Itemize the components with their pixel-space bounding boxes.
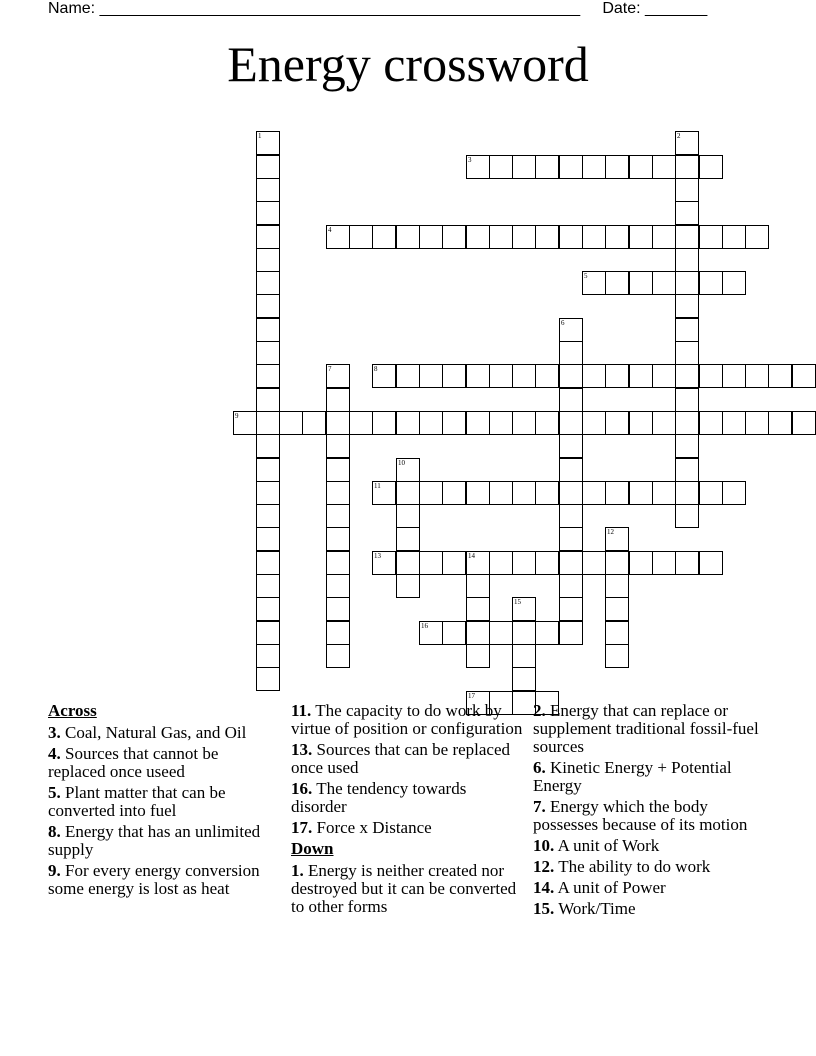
grid-cell[interactable]	[582, 481, 606, 505]
clue-number-label: 5.	[48, 783, 61, 802]
grid-cell[interactable]	[582, 155, 606, 179]
grid-cell[interactable]	[442, 621, 466, 645]
clue-number: 16	[421, 622, 428, 630]
grid-cell[interactable]	[512, 481, 536, 505]
grid-cell[interactable]	[675, 201, 699, 225]
clue-number: 3	[468, 156, 472, 164]
clue-item	[48, 745, 280, 781]
grid-cell[interactable]	[256, 621, 280, 645]
grid-cell[interactable]	[699, 364, 723, 388]
grid-cell[interactable]	[629, 551, 653, 575]
clue-number: 15	[514, 598, 521, 606]
grid-cell[interactable]	[605, 481, 629, 505]
grid-cell[interactable]	[745, 411, 769, 435]
clue-column-3	[533, 702, 765, 921]
clue-item	[291, 702, 523, 738]
clue-text: For every energy conversion some energy is lost as heat	[48, 861, 260, 898]
grid-cell[interactable]	[489, 551, 513, 575]
grid-cell[interactable]	[256, 434, 280, 458]
grid-cell[interactable]	[605, 271, 629, 295]
grid-cell[interactable]	[768, 364, 792, 388]
grid-cell[interactable]	[652, 225, 676, 249]
grid-cell[interactable]	[605, 527, 629, 551]
clue-item	[48, 862, 280, 898]
clue-number-label: 12.	[533, 857, 555, 876]
grid-cell[interactable]	[652, 481, 676, 505]
grid-cell[interactable]	[349, 225, 373, 249]
grid-cell[interactable]	[256, 201, 280, 225]
grid-cell[interactable]	[302, 411, 326, 435]
grid-cell[interactable]	[512, 155, 536, 179]
clue-number-label: 17.	[291, 818, 313, 837]
grid-cell[interactable]	[605, 364, 629, 388]
grid-cell[interactable]	[466, 225, 490, 249]
grid-cell[interactable]	[582, 551, 606, 575]
grid-cell[interactable]	[396, 458, 420, 482]
grid-cell[interactable]	[279, 411, 303, 435]
grid-cell[interactable]	[559, 621, 583, 645]
clue-number: 7	[328, 365, 332, 373]
grid-cell[interactable]	[675, 294, 699, 318]
grid-cell[interactable]	[442, 411, 466, 435]
clue-number: 2	[677, 132, 681, 140]
grid-cell[interactable]	[792, 411, 816, 435]
grid-cell[interactable]	[559, 434, 583, 458]
clue-item	[291, 819, 523, 837]
grid-cell[interactable]	[535, 364, 559, 388]
clue-text: A unit of Power	[557, 878, 666, 897]
grid-cell[interactable]	[489, 364, 513, 388]
clue-number-label: 14.	[533, 878, 555, 897]
grid-cell[interactable]	[256, 527, 280, 551]
grid-cell[interactable]	[396, 527, 420, 551]
grid-cell[interactable]	[675, 178, 699, 202]
grid-cell[interactable]	[466, 574, 490, 598]
clue-item	[533, 879, 765, 897]
clue-text: Kinetic Energy + Potential Energy	[533, 758, 732, 795]
grid-cell[interactable]	[559, 388, 583, 412]
clue-number-label: 10.	[533, 836, 555, 855]
grid-cell[interactable]	[419, 621, 443, 645]
grid-cell[interactable]	[722, 225, 746, 249]
grid-cell[interactable]	[675, 341, 699, 365]
clue-number-label: 3.	[48, 723, 61, 742]
grid-cell[interactable]	[326, 364, 350, 388]
clue-number: 5	[584, 272, 588, 280]
grid-cell[interactable]	[629, 155, 653, 179]
grid-cell[interactable]	[256, 597, 280, 621]
grid-cell[interactable]	[466, 551, 490, 575]
grid-cell[interactable]	[349, 411, 373, 435]
grid-cell[interactable]	[512, 667, 536, 691]
grid-cell[interactable]	[699, 551, 723, 575]
clue-item	[48, 724, 280, 742]
grid-cell[interactable]	[256, 551, 280, 575]
grid-cell[interactable]	[675, 318, 699, 342]
grid-cell[interactable]	[699, 271, 723, 295]
grid-cell[interactable]	[466, 411, 490, 435]
grid-cell[interactable]	[535, 621, 559, 645]
grid-cell[interactable]	[675, 481, 699, 505]
clue-text: Energy which the body possesses because of its motion	[533, 797, 748, 834]
grid-cell[interactable]	[372, 481, 396, 505]
clue-number: 4	[328, 226, 332, 234]
grid-cell[interactable]	[675, 411, 699, 435]
grid-cell[interactable]	[396, 574, 420, 598]
down-heading: Down	[291, 839, 334, 858]
grid-cell[interactable]	[512, 225, 536, 249]
grid-cell[interactable]	[512, 597, 536, 621]
grid-cell[interactable]	[466, 155, 490, 179]
grid-cell[interactable]	[629, 225, 653, 249]
clue-number-label: 16.	[291, 779, 313, 798]
grid-cell[interactable]	[256, 294, 280, 318]
clue-item	[533, 759, 765, 795]
grid-cell[interactable]	[675, 458, 699, 482]
grid-cell[interactable]	[605, 597, 629, 621]
grid-cell[interactable]	[722, 411, 746, 435]
clue-text: The ability to do work	[558, 857, 711, 876]
grid-cell[interactable]	[326, 458, 350, 482]
grid-cell[interactable]	[652, 155, 676, 179]
grid-cell[interactable]	[326, 551, 350, 575]
grid-cell[interactable]	[675, 388, 699, 412]
grid-cell[interactable]	[559, 551, 583, 575]
clue-number: 10	[398, 459, 405, 467]
grid-cell[interactable]	[675, 551, 699, 575]
grid-cell[interactable]	[535, 481, 559, 505]
clue-text: Sources that cannot be replaced once useed	[48, 744, 219, 781]
clue-number: 13	[374, 552, 381, 560]
grid-cell[interactable]	[372, 364, 396, 388]
clue-item	[533, 900, 765, 918]
grid-cell[interactable]	[466, 621, 490, 645]
clue-number-label: 13.	[291, 740, 313, 759]
grid-cell[interactable]	[442, 481, 466, 505]
clue-number-label: 8.	[48, 822, 61, 841]
grid-cell[interactable]	[605, 551, 629, 575]
grid-cell[interactable]	[489, 481, 513, 505]
clue-number: 14	[468, 552, 475, 560]
clue-column-1	[48, 702, 280, 901]
grid-cell[interactable]	[722, 271, 746, 295]
grid-cell[interactable]	[256, 131, 280, 155]
grid-cell[interactable]	[559, 597, 583, 621]
grid-cell[interactable]	[535, 155, 559, 179]
grid-cell[interactable]	[489, 225, 513, 249]
grid-cell[interactable]	[559, 574, 583, 598]
grid-cell[interactable]	[256, 504, 280, 528]
clue-number-label: 11.	[291, 701, 312, 720]
grid-cell[interactable]	[675, 131, 699, 155]
grid-cell[interactable]	[652, 364, 676, 388]
grid-cell[interactable]	[605, 644, 629, 668]
clue-text: The tendency towards disorder	[291, 779, 467, 816]
clue-text: Coal, Natural Gas, and Oil	[65, 723, 247, 742]
grid-cell[interactable]	[512, 621, 536, 645]
grid-cell[interactable]	[256, 388, 280, 412]
clue-item	[533, 702, 765, 756]
grid-cell[interactable]	[256, 178, 280, 202]
grid-cell[interactable]	[326, 597, 350, 621]
grid-cell[interactable]	[396, 364, 420, 388]
name-date-line: Name: ______________________________________________________ Date: _______	[48, 0, 708, 17]
grid-cell[interactable]	[256, 364, 280, 388]
clue-number-label: 6.	[533, 758, 546, 777]
grid-cell[interactable]	[256, 248, 280, 272]
grid-cell[interactable]	[792, 364, 816, 388]
grid-cell[interactable]	[466, 364, 490, 388]
page-title: Energy crossword	[227, 36, 589, 92]
grid-cell[interactable]	[559, 364, 583, 388]
clue-text: Force x Distance	[316, 818, 432, 837]
grid-cell[interactable]	[326, 644, 350, 668]
clue-text: A unit of Work	[557, 836, 660, 855]
grid-cell[interactable]	[512, 644, 536, 668]
grid-cell[interactable]	[559, 481, 583, 505]
grid-cell[interactable]	[559, 341, 583, 365]
clue-item	[291, 862, 523, 916]
grid-cell[interactable]	[605, 155, 629, 179]
clue-number: 17	[468, 692, 475, 700]
grid-cell[interactable]	[326, 574, 350, 598]
grid-cell[interactable]	[442, 364, 466, 388]
grid-cell[interactable]	[396, 504, 420, 528]
grid-cell[interactable]	[652, 411, 676, 435]
grid-cell[interactable]	[326, 388, 350, 412]
grid-cell[interactable]	[745, 364, 769, 388]
grid-cell[interactable]	[489, 411, 513, 435]
clue-text: Sources that can be replaced once used	[291, 740, 511, 777]
grid-cell[interactable]	[605, 621, 629, 645]
grid-cell[interactable]	[442, 225, 466, 249]
grid-cell[interactable]	[256, 481, 280, 505]
across-heading: Across	[48, 701, 97, 720]
grid-cell[interactable]	[256, 271, 280, 295]
grid-cell[interactable]	[372, 225, 396, 249]
clue-number: 12	[607, 528, 614, 536]
grid-cell[interactable]	[256, 411, 280, 435]
grid-cell[interactable]	[466, 597, 490, 621]
grid-cell[interactable]	[675, 225, 699, 249]
grid-cell[interactable]	[256, 667, 280, 691]
clue-number: 1	[258, 132, 262, 140]
grid-cell[interactable]	[675, 504, 699, 528]
grid-cell[interactable]	[326, 504, 350, 528]
grid-cell[interactable]	[582, 364, 606, 388]
grid-cell[interactable]	[652, 271, 676, 295]
grid-cell[interactable]	[326, 621, 350, 645]
grid-cell[interactable]	[675, 364, 699, 388]
clue-text: Plant matter that can be converted into fuel	[48, 783, 226, 820]
grid-cell[interactable]	[512, 411, 536, 435]
grid-cell[interactable]	[675, 248, 699, 272]
clue-number: 8	[374, 365, 378, 373]
grid-cell[interactable]	[256, 341, 280, 365]
clue-text: The capacity to do work by virtue of position or configuration	[291, 701, 523, 738]
clue-number: 9	[235, 412, 239, 420]
grid-cell[interactable]	[605, 411, 629, 435]
grid-cell[interactable]	[722, 364, 746, 388]
clue-number-label: 9.	[48, 861, 61, 880]
grid-cell[interactable]	[582, 411, 606, 435]
clue-number-label: 2.	[533, 701, 546, 720]
clue-number: 11	[374, 482, 381, 490]
grid-cell[interactable]	[419, 551, 443, 575]
grid-cell[interactable]	[396, 225, 420, 249]
grid-cell[interactable]	[489, 155, 513, 179]
clue-number-label: 7.	[533, 797, 546, 816]
grid-cell[interactable]	[629, 481, 653, 505]
clue-number: 6	[561, 319, 565, 327]
grid-cell[interactable]	[535, 225, 559, 249]
clue-text: Energy is neither created nor destroyed but it can be converted to other forms	[291, 861, 517, 916]
grid-cell[interactable]	[629, 411, 653, 435]
grid-cell[interactable]	[466, 481, 490, 505]
grid-cell[interactable]	[535, 411, 559, 435]
grid-cell[interactable]	[256, 225, 280, 249]
clue-text: Energy that can replace or supplement traditional fossil-fuel sources	[533, 701, 759, 756]
grid-cell[interactable]	[699, 225, 723, 249]
grid-cell[interactable]	[582, 271, 606, 295]
grid-cell[interactable]	[396, 411, 420, 435]
clue-item	[291, 741, 523, 777]
grid-cell[interactable]	[559, 458, 583, 482]
clue-item	[48, 784, 280, 820]
grid-cell[interactable]	[256, 644, 280, 668]
clue-item	[533, 837, 765, 855]
grid-cell[interactable]	[419, 411, 443, 435]
grid-cell[interactable]	[699, 481, 723, 505]
grid-cell[interactable]	[326, 527, 350, 551]
grid-cell[interactable]	[559, 318, 583, 342]
grid-cell[interactable]	[372, 551, 396, 575]
grid-cell[interactable]	[512, 364, 536, 388]
grid-cell[interactable]	[442, 551, 466, 575]
clue-number-label: 15.	[533, 899, 555, 918]
clue-item	[533, 798, 765, 834]
grid-cell[interactable]	[652, 551, 676, 575]
grid-cell[interactable]	[722, 481, 746, 505]
grid-cell[interactable]	[256, 155, 280, 179]
clue-number-label: 1.	[291, 861, 304, 880]
grid-cell[interactable]	[396, 481, 420, 505]
grid-cell[interactable]	[675, 271, 699, 295]
grid-cell[interactable]	[489, 621, 513, 645]
grid-cell[interactable]	[372, 411, 396, 435]
grid-cell[interactable]	[559, 504, 583, 528]
grid-cell[interactable]	[559, 155, 583, 179]
grid-cell[interactable]	[256, 318, 280, 342]
grid-cell[interactable]	[419, 225, 443, 249]
grid-cell[interactable]	[629, 271, 653, 295]
grid-cell[interactable]	[745, 225, 769, 249]
grid-cell[interactable]	[559, 527, 583, 551]
grid-cell[interactable]	[326, 225, 350, 249]
grid-cell[interactable]	[419, 364, 443, 388]
clue-number-label: 4.	[48, 744, 61, 763]
clue-text: Energy that has an unlimited supply	[48, 822, 261, 859]
grid-cell[interactable]	[419, 481, 443, 505]
grid-cell[interactable]	[256, 458, 280, 482]
grid-cell[interactable]	[605, 574, 629, 598]
grid-cell[interactable]	[699, 411, 723, 435]
clue-item	[533, 858, 765, 876]
grid-cell[interactable]	[466, 644, 490, 668]
grid-cell[interactable]	[675, 155, 699, 179]
grid-cell[interactable]	[535, 551, 559, 575]
clue-column-2	[291, 702, 523, 919]
grid-cell[interactable]	[326, 411, 350, 435]
grid-cell[interactable]	[512, 551, 536, 575]
grid-cell[interactable]	[326, 481, 350, 505]
grid-cell[interactable]	[233, 411, 257, 435]
grid-cell[interactable]	[629, 364, 653, 388]
grid-cell[interactable]	[605, 225, 629, 249]
grid-cell[interactable]	[582, 225, 606, 249]
grid-cell[interactable]	[326, 434, 350, 458]
grid-cell[interactable]	[768, 411, 792, 435]
grid-cell[interactable]	[559, 225, 583, 249]
clue-item	[291, 780, 523, 816]
grid-cell[interactable]	[256, 574, 280, 598]
grid-cell[interactable]	[675, 434, 699, 458]
grid-cell[interactable]	[559, 411, 583, 435]
grid-cell[interactable]	[396, 551, 420, 575]
grid-cell[interactable]	[699, 155, 723, 179]
clue-text: Work/Time	[558, 899, 636, 918]
clue-item	[48, 823, 280, 859]
